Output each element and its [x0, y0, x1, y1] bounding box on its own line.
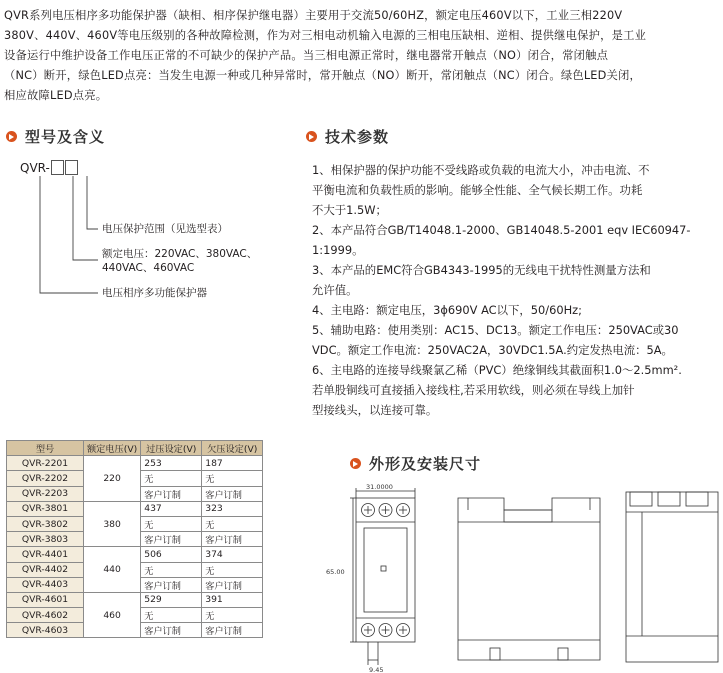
label-rated-voltage-2: 440VAC、460VAC [102, 262, 195, 274]
tech-line: 4、主电路：额定电压，3ϕ690V AC以下，50/60Hz; [312, 303, 582, 317]
cell-overvoltage: 客户订制 [141, 577, 202, 592]
cell-overvoltage: 客户订制 [141, 532, 202, 547]
cell-overvoltage: 无 [141, 516, 202, 531]
dim-height-label: 65.00 [326, 568, 345, 576]
tech-line: 若单股铜线可直接插入接线柱,若采用软线，则必须在导线上加针 [312, 383, 635, 397]
label-voltage-range: 电压保护范围（见选型表） [102, 223, 228, 235]
cell-undervoltage: 无 [202, 471, 263, 486]
cell-undervoltage: 无 [202, 516, 263, 531]
model-section-title [6, 126, 105, 147]
drawing-section-title-text: 外形及安装尺寸 [369, 455, 482, 473]
cell-model: QVR-4602 [7, 608, 84, 623]
section-bullet-icon [6, 131, 17, 142]
dim-width-label: 31.0000 [366, 483, 393, 491]
cell-model: QVR-3801 [7, 501, 84, 516]
cell-model: QVR-2202 [7, 471, 84, 486]
table-row [7, 501, 263, 516]
cell-overvoltage: 506 [141, 547, 202, 562]
front-view-drawing [320, 482, 440, 673]
cell-rated-voltage: 380 [84, 501, 141, 547]
cell-undervoltage: 客户订制 [202, 577, 263, 592]
header-model: 型号 [7, 441, 84, 456]
tech-params-list [312, 160, 717, 420]
table-row [7, 456, 263, 471]
header-rated-voltage: 额定电压(V) [84, 441, 141, 456]
cell-undervoltage: 无 [202, 562, 263, 577]
table-row [7, 592, 263, 607]
dim-bottom-label: 9.45 [369, 666, 384, 673]
model-code [20, 160, 78, 175]
cell-overvoltage: 无 [141, 562, 202, 577]
tech-line: VDC。额定工作电流：250VAC2A，30VDC1.5A.约定发热电流：5A。 [312, 343, 673, 357]
tech-line: 1、相保护器的保护功能不受线路或负载的电流大小，冲击电流、不 [312, 163, 650, 177]
cell-undervoltage: 客户订制 [202, 623, 263, 638]
section-bullet-icon [350, 458, 361, 469]
header-undervoltage: 欠压设定(V) [202, 441, 263, 456]
table-row [7, 547, 263, 562]
cell-undervoltage: 客户订制 [202, 532, 263, 547]
cell-model: QVR-4601 [7, 592, 84, 607]
cell-overvoltage: 无 [141, 471, 202, 486]
cell-undervoltage: 323 [202, 501, 263, 516]
cell-model: QVR-3803 [7, 532, 84, 547]
model-digit-box [65, 160, 78, 175]
cell-model: QVR-4403 [7, 577, 84, 592]
tech-line: 不大于1.5W； [312, 203, 387, 217]
spec-table [6, 440, 263, 638]
model-prefix: QVR- [20, 160, 50, 175]
model-digit-box [51, 160, 64, 175]
tech-section-title [306, 126, 389, 147]
cell-undervoltage: 391 [202, 592, 263, 607]
tech-line: 5、辅助电路：使用类别：AC15、DC13。额定工作电压：250VAC或30 [312, 323, 679, 337]
cell-overvoltage: 客户订制 [141, 623, 202, 638]
tech-line: 允许值。 [312, 283, 358, 297]
cell-overvoltage: 529 [141, 592, 202, 607]
cell-overvoltage: 客户订制 [141, 486, 202, 501]
cell-undervoltage: 无 [202, 608, 263, 623]
tech-line: 型接线头，以连接可靠。 [312, 403, 438, 417]
cell-model: QVR-2201 [7, 456, 84, 471]
cell-rated-voltage: 460 [84, 592, 141, 638]
intro-line: 设备运行中维护设备工作电压正常的不可缺少的保护产品。当三相电源正常时，继电器常开触点（NO）闭合，常闭触点 [4, 49, 609, 62]
cell-model: QVR-4603 [7, 623, 84, 638]
table-header-row [7, 441, 263, 456]
drawing-section-title [350, 453, 481, 474]
cell-overvoltage: 253 [141, 456, 202, 471]
intro-line: 380V、440V、460V等电压级别的各种故障检测，作为对三相电动机输入电源的三相电压缺相、逆相、提供继电保护，是工业 [4, 29, 647, 42]
cell-undervoltage: 374 [202, 547, 263, 562]
section-bullet-icon [306, 131, 317, 142]
cell-undervoltage: 客户订制 [202, 486, 263, 501]
tech-line: 6、主电路的连接导线聚氯乙稀（PVC）绝缘铜线其截面积1.0～2.5mm². [312, 363, 682, 377]
model-section-title-text: 型号及含义 [25, 128, 106, 146]
label-product-name: 电压相序多功能保护器 [102, 287, 207, 299]
intro-paragraph [4, 6, 719, 106]
tech-section-title-text: 技术参数 [325, 128, 390, 146]
cell-model: QVR-4402 [7, 562, 84, 577]
tech-line: 2、本产品符合GB/T14048.1-2000、GB14048.5-2001 eqv IEC60947- [312, 223, 691, 237]
cell-model: QVR-4401 [7, 547, 84, 562]
label-rated-voltage-1: 额定电压：220VAC、380VAC、 [102, 248, 258, 260]
tech-line: 1:1999。 [312, 243, 364, 257]
tech-line: 平衡电流和负载性质的影响。能够全性能、全气候长期工作。功耗 [312, 183, 643, 197]
cell-overvoltage: 437 [141, 501, 202, 516]
intro-line: 相应故障LED点亮。 [4, 89, 108, 102]
cell-undervoltage: 187 [202, 456, 263, 471]
cell-model: QVR-2203 [7, 486, 84, 501]
side-view-drawing [454, 490, 604, 668]
header-overvoltage: 过压设定(V) [141, 441, 202, 456]
cell-overvoltage: 无 [141, 608, 202, 623]
cell-rated-voltage: 220 [84, 456, 141, 502]
intro-line: QVR系列电压相序多功能保护器（缺相、相序保护继电器）主要用于交流50/60HZ，额定电压460V以下，工业三相220V [4, 9, 623, 22]
cell-rated-voltage: 440 [84, 547, 141, 593]
end-view-drawing [622, 486, 720, 668]
intro-line: （NC）断开，绿色LED点亮：当发生电源一种或几种异常时，常开触点（NO）断开，常闭触点（NC）闭合。绿色LED关闭， [4, 69, 642, 82]
tech-line: 3、本产品的EMC符合GB4343-1995的无线电干扰特性测量方法和 [312, 263, 651, 277]
cell-model: QVR-3802 [7, 516, 84, 531]
